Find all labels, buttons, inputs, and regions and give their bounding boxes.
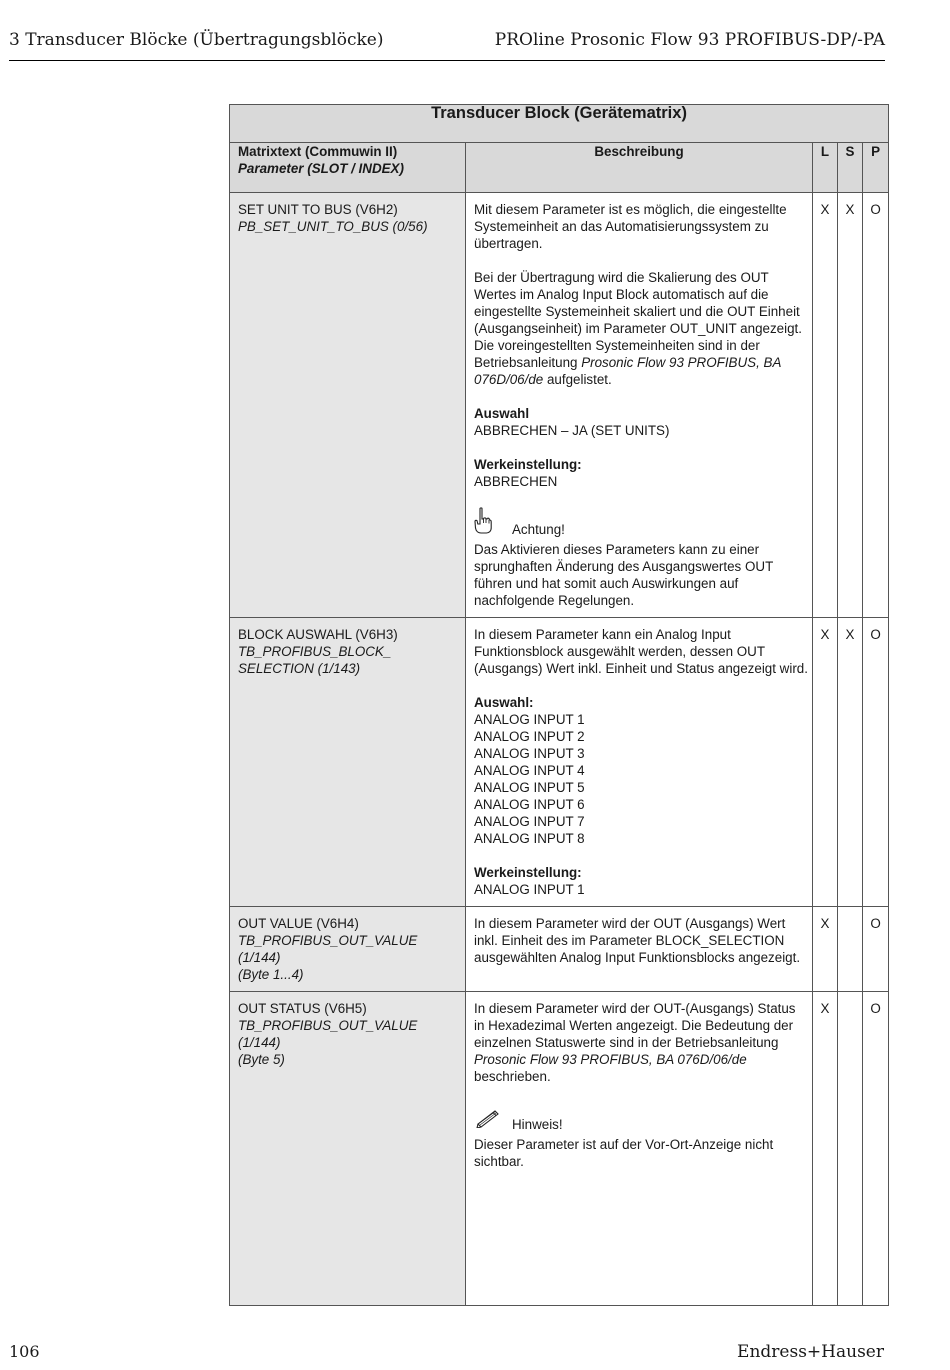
table-row — [230, 907, 889, 992]
flag-p: O — [863, 193, 889, 618]
column-header-parameter-label: Parameter (SLOT / INDEX) — [238, 161, 404, 176]
table-header-row — [230, 143, 889, 193]
manual-reference: Prosonic Flow 93 PROFIBUS, BA 076D/06/de — [474, 355, 781, 387]
info-note-heading — [474, 1102, 808, 1136]
pointing-hand-icon — [474, 507, 492, 535]
parameter-cell — [230, 907, 466, 992]
description-text-part: Bei der Übertragung wird die Skalierung des OUT Wertes im Analog Input Block automatisch auf die eingestellte Systemeinheit skaliert und die OUT Einheit (Ausgangseinheit) im Parameter OUT_UNIT angezeigt. Die voreingestellten Systemeinheiten sind in der Betriebsanleitung — [474, 270, 802, 370]
choice-option: ANALOG INPUT 1 — [474, 712, 585, 727]
choice-option: ANALOG INPUT 3 — [474, 746, 585, 761]
choice-option: ANALOG INPUT 8 — [474, 831, 585, 846]
brand-logo-text: Endress+Hauser — [737, 1342, 884, 1362]
parameter-cell — [230, 193, 466, 618]
byte-range: (Byte 1...4) — [238, 967, 304, 982]
parameter-cell — [230, 618, 466, 907]
description-text: In diesem Parameter kann ein Analog Input Funktionsblock ausgewählt werden, dessen OUT (Ausgangs) Wert inkl. Einheit und Status angezeigt wird. — [474, 627, 808, 676]
choice-option: ANALOG INPUT 5 — [474, 780, 585, 795]
default-value: ABBRECHEN — [474, 474, 558, 489]
manual-reference: Prosonic Flow 93 PROFIBUS, BA 076D/06/de — [474, 1052, 747, 1067]
parameter-cell — [230, 992, 466, 1306]
choice-option: ANALOG INPUT 7 — [474, 814, 585, 829]
table-title-row — [230, 105, 889, 143]
default-value: ANALOG INPUT 1 — [474, 882, 585, 897]
column-header-p: P — [863, 143, 889, 193]
parameter-id-continued: SELECTION (1/143) — [238, 661, 361, 676]
parameter-id: TB_PROFIBUS_OUT_VALUE (1/144) — [238, 933, 418, 965]
choice-option: ANALOG INPUT 2 — [474, 729, 585, 744]
table-title: Transducer Block (Gerätematrix) — [230, 105, 889, 143]
parameter-id: TB_PROFIBUS_OUT_VALUE (1/144) — [238, 1018, 418, 1050]
description-cell — [466, 992, 813, 1306]
table-row — [230, 992, 889, 1306]
page-number: 106 — [9, 1342, 40, 1361]
pencil-icon — [476, 1108, 500, 1128]
choice-option: ANALOG INPUT 6 — [474, 797, 585, 812]
section-title: 3 Transducer Blöcke (Übertragungsblöcke) — [9, 30, 384, 50]
byte-range: (Byte 5) — [238, 1052, 285, 1067]
description-text — [474, 269, 808, 388]
parameter-name: SET UNIT TO BUS (V6H2) — [238, 202, 398, 217]
description-cell — [466, 907, 813, 992]
parameter-name: OUT VALUE (V6H4) — [238, 916, 359, 931]
info-text: Dieser Parameter ist auf der Vor-Ort-Anzeige nicht sichtbar. — [474, 1137, 774, 1169]
choice-option: ANALOG INPUT 4 — [474, 763, 585, 778]
flag-l: X — [813, 992, 838, 1306]
description-text-part: In diesem Parameter wird der OUT-(Ausgangs) Status in Hexadezimal Werten angezeigt. Die Bedeutung der einzelnen Statuswerte sind in der Betriebsanleitung — [474, 1001, 796, 1050]
description-cell — [466, 618, 813, 907]
column-header-s: S — [838, 143, 863, 193]
flag-l: X — [813, 907, 838, 992]
flag-p: O — [863, 907, 889, 992]
warning-note-heading — [474, 507, 808, 541]
choice-label: Auswahl — [474, 406, 530, 421]
description-text — [474, 1000, 808, 1085]
column-header-l: L — [813, 143, 838, 193]
table-row — [230, 618, 889, 907]
warning-label: Achtung! — [512, 522, 565, 537]
description-text-part: aufgelistet. — [543, 372, 612, 387]
parameter-name: BLOCK AUSWAHL (V6H3) — [238, 627, 398, 642]
parameter-id: TB_PROFIBUS_BLOCK_ — [238, 644, 392, 659]
table-row — [230, 193, 889, 618]
product-title: PROline Prosonic Flow 93 PROFIBUS-DP/-PA — [494, 30, 885, 50]
description-cell — [466, 193, 813, 618]
flag-s — [838, 992, 863, 1306]
flag-s: X — [838, 618, 863, 907]
choice-value: ABBRECHEN – JA (SET UNITS) — [474, 423, 670, 438]
choice-label: Auswahl: — [474, 695, 534, 710]
default-label: Werkeinstellung: — [474, 865, 582, 880]
flag-s — [838, 907, 863, 992]
flag-p: O — [863, 992, 889, 1306]
warning-text: Das Aktivieren dieses Parameters kann zu einer sprunghaften Änderung des Ausgangswertes OUT führen und hat somit auch Auswirkungen auf nachfolgende Regelungen. — [474, 542, 774, 608]
info-label: Hinweis! — [512, 1117, 563, 1132]
column-header-matrixtext — [230, 143, 466, 193]
flag-s: X — [838, 193, 863, 618]
description-text: Mit diesem Parameter ist es möglich, die eingestellte Systemeinheit an das Automatisierungssystem zu übertragen. — [474, 202, 787, 251]
header-divider — [9, 60, 885, 61]
parameter-id: PB_SET_UNIT_TO_BUS (0/56) — [238, 219, 428, 234]
transducer-block-table — [229, 104, 889, 1306]
column-header-beschreibung: Beschreibung — [466, 143, 813, 193]
description-text-part: beschrieben. — [474, 1069, 551, 1084]
page-header — [9, 30, 885, 54]
flag-l: X — [813, 193, 838, 618]
description-text: In diesem Parameter wird der OUT (Ausgangs) Wert inkl. Einheit des im Parameter BLOCK_SELECTION ausgewählten Analog Input Funktionsblocks angezeigt. — [474, 916, 801, 965]
default-label: Werkeinstellung: — [474, 457, 582, 472]
parameter-name: OUT STATUS (V6H5) — [238, 1001, 367, 1016]
column-header-matrixtext-label: Matrixtext (Commuwin II) — [238, 144, 398, 159]
flag-p: O — [863, 618, 889, 907]
flag-l: X — [813, 618, 838, 907]
